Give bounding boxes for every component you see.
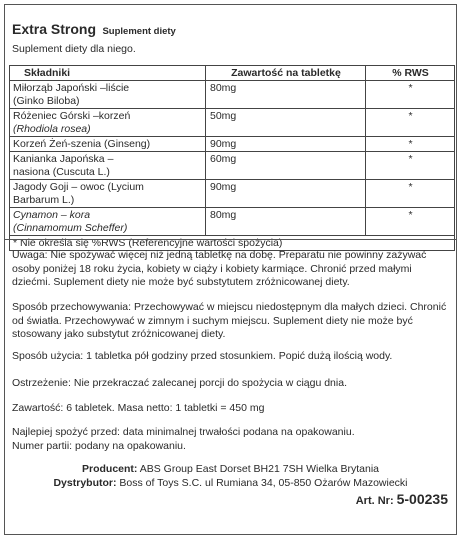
table-row — [10, 152, 455, 180]
ingredients-table — [9, 65, 455, 251]
rws-cell: * — [366, 152, 455, 180]
table-row — [10, 208, 455, 236]
amount-cell: 90mg — [206, 180, 366, 208]
table-row — [10, 109, 455, 137]
best-before-block — [12, 426, 450, 453]
caution-text: Ostrzeżenie: Nie przekraczać zalecanej porcji do spożycia w ciągu dnia. — [12, 377, 347, 389]
amount-cell: 80mg — [206, 81, 366, 109]
ingredient-latin: nasiona (Cuscuta L.) — [13, 166, 110, 178]
ingredient-name: Różeniec Górski –korzeń — [13, 110, 131, 122]
usage-text: Sposób użycia: 1 tabletka pół godziny przed stosunkiem. Popić dużą ilością wody. — [12, 350, 393, 362]
article-number — [356, 491, 448, 509]
amount-cell: 50mg — [206, 109, 366, 137]
ingredient-cell — [10, 81, 206, 109]
amount-cell: 60mg — [206, 152, 366, 180]
product-category: Suplement diety — [102, 26, 176, 37]
rws-cell: * — [366, 208, 455, 236]
batch-number-text: Numer partii: podany na opakowaniu. — [12, 439, 186, 452]
rws-footnote: * Nie określa się %RWS (Referencyjne wartości spożycia) — [10, 236, 455, 251]
amount-cell: 90mg — [206, 137, 366, 152]
column-header-rws: % RWS — [366, 66, 455, 81]
ingredient-name: Miłorząb Japoński –liście — [13, 82, 130, 94]
ingredient-latin: Barbarum L.) — [13, 194, 75, 206]
ingredient-cell — [10, 208, 206, 236]
table-row — [10, 81, 455, 109]
ingredient-cell — [10, 152, 206, 180]
storage-text: Sposób przechowywania: Przechowywać w miejscu niedostępnym dla małych dzieci. Chronić od światła. Przechowywać w zimnym i suchym miejscu. Suplement diety nie może być stosowany jako substytut zróżnicowanej diety. — [12, 301, 447, 340]
article-number-value: 5-00235 — [396, 491, 448, 507]
ingredient-name: Jagody Goji – owoc (Lycium — [13, 181, 144, 193]
ingredient-name: Kanianka Japońska – — [13, 153, 114, 165]
product-name: Extra Strong — [12, 21, 97, 37]
producer-value: ABS Group East Dorset BH21 7SH Wielka Brytania — [139, 463, 380, 475]
producer-block — [5, 463, 456, 490]
table-row — [10, 137, 455, 152]
warning-text: Uwaga: Nie spożywać więcej niż jedną tabletkę na dobę. Preparatu nie powinny zażywać osoby poniżej 18 roku życia, kobiety w ciąży i kobiety karmiące. Chronić przed małymi dziećmi. Suplement diety nie może być substytutem zróżnicowanej diety. — [12, 249, 427, 288]
amount-cell: 80mg — [206, 208, 366, 236]
distributor-value: Boss of Toys S.C. ul Rumiana 34, 05-850 Ożarów Mazowiecki — [119, 476, 408, 489]
ingredient-latin: (Cinnamomum Scheffer) — [13, 222, 128, 234]
best-before-text: Najlepiej spożyć przed: data minimalnej trwałości podana na opakowaniu. — [12, 426, 355, 438]
ingredient-name: Cynamon – kora — [13, 209, 91, 221]
distributor-line — [5, 477, 456, 491]
ingredient-cell — [10, 180, 206, 208]
ingredient-latin: (Ginko Biloba) — [13, 95, 80, 107]
column-header-ingredients: Składniki — [10, 66, 206, 81]
table-row — [10, 180, 455, 208]
column-header-amount: Zawartość na tabletkę — [206, 66, 366, 81]
section-divider — [5, 239, 456, 240]
producer-line — [5, 463, 456, 477]
product-subtitle: Suplement diety dla niego. — [12, 43, 136, 55]
rws-cell: * — [366, 180, 455, 208]
ingredient-name: Korzeń Żeń-szenia (Ginseng) — [13, 138, 151, 150]
article-number-label: Art. Nr: — [355, 495, 394, 507]
rws-cell: * — [366, 109, 455, 137]
distributor-label: Dystrybutor: — [53, 476, 117, 489]
rws-cell: * — [366, 137, 455, 152]
ingredient-latin: (Rhodiola rosea) — [13, 123, 91, 135]
product-title — [12, 21, 176, 39]
rws-cell: * — [366, 81, 455, 109]
ingredient-cell — [10, 109, 206, 137]
producer-label: Producent: — [81, 463, 138, 475]
supplement-label — [4, 4, 457, 535]
table-header-row — [10, 66, 455, 81]
ingredient-cell — [10, 137, 206, 152]
contents-text: Zawartość: 6 tabletek. Masa netto: 1 tabletki = 450 mg — [12, 402, 265, 414]
